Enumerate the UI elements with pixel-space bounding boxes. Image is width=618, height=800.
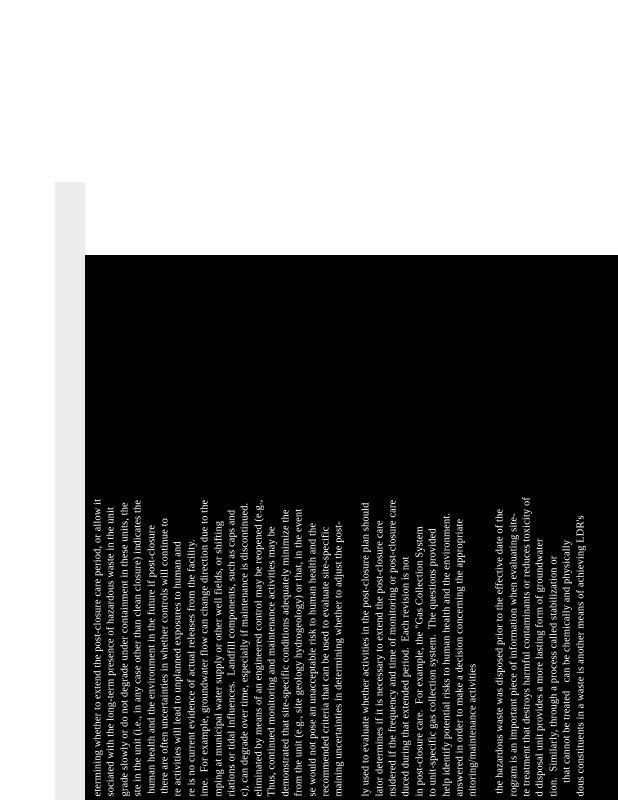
document-line: from the unit (e.g., site geology hydrogeology) or that, in the event <box>293 508 305 796</box>
document-line: there are often uncertainties in whether controls will continue to <box>159 517 171 796</box>
document-line: mping at municipal water supply or other well fields, or shifting <box>212 520 224 796</box>
document-line: ly used to evaluate whether activities in the post-closure plan should <box>360 502 372 796</box>
scanned-page-block <box>85 255 618 800</box>
document-line <box>346 255 359 800</box>
document-line: lator determines if it is necessary to extend the post-closure care <box>373 519 385 796</box>
scan-edge-strip <box>55 182 85 800</box>
document-line: demonstrated that site-specific conditions adequately minimize the <box>279 508 291 796</box>
document-line: riations or tidal influences. Landfill components, such as caps and <box>226 509 238 796</box>
document-line: recommended criteria that can be used to evaluate site-specific <box>319 526 331 796</box>
document-line: tion. Similarly, through a process called stabilization or <box>547 555 559 796</box>
document-line: to unit-specific gas collection system. The questions provided <box>427 527 439 796</box>
document-line: nitoring/maintenance activities <box>467 663 479 796</box>
document-line: se would not pose an unacceptable risk to human health and the <box>306 522 318 796</box>
document-line: eliminated by means of an engineered control may be reopened (e.g., <box>252 499 264 796</box>
text-column <box>85 255 618 800</box>
document-line <box>480 255 493 800</box>
document-line: maining uncertainties in determining whether to adjust the post- <box>333 520 345 796</box>
document-line: Thus, continued monitoring and maintenance activities may be <box>266 525 278 796</box>
document-line: in post-closure care. For example, the "Gas Collection System <box>413 525 425 796</box>
document-line: etermining whether to extend the post-closure care period, or allow it <box>92 498 103 796</box>
document-line: help identify potential risks to human health and the environment. <box>440 512 452 796</box>
document-line: that cannot be treated can be chemically and physically <box>561 539 573 796</box>
document-line: sociated with the long-term presence of hazardous waste in the unit <box>105 506 117 796</box>
rotated-text-layer <box>85 255 618 800</box>
document-line: nsidered if the frequency and time of monitoring or post-closure care <box>386 499 398 796</box>
document-line: re is no current evidence of actual releases from the facility. <box>185 538 197 796</box>
document-line: rogram is an important piece of information when evaluating site- <box>507 512 519 796</box>
document-line: duced during that extended period. Each revision is not <box>400 555 412 796</box>
document-line: the hazardous waste was disposed prior to the effective date of the <box>494 508 506 796</box>
document-line: re activities will lead to unplanned exposures to human and <box>172 540 184 796</box>
document-line: answered in order to make a decision concerning the appropriate <box>453 518 465 796</box>
document-line: te treatment that destroys harmful contaminants or reduces toxicity of <box>521 496 532 796</box>
document-line: c), can degrade over time, especially if maintenance is discontinued. <box>239 502 251 796</box>
document-line: grade slowly or do not degrade under containment in these units, the <box>118 501 130 796</box>
document-line: human health and the environment in the future if post-closure <box>145 524 157 796</box>
document-line: ime. For example, groundwater flow can change direction due to the <box>199 499 211 796</box>
document-line: ste in the unit (i.e., in any case other than clean closure) indicates the <box>132 499 144 796</box>
document-line: dous constituents in a waste is another means of achieving LDR's <box>574 514 586 796</box>
document-line: d disposal unit provides a more lasting form of groundwater <box>534 537 546 796</box>
